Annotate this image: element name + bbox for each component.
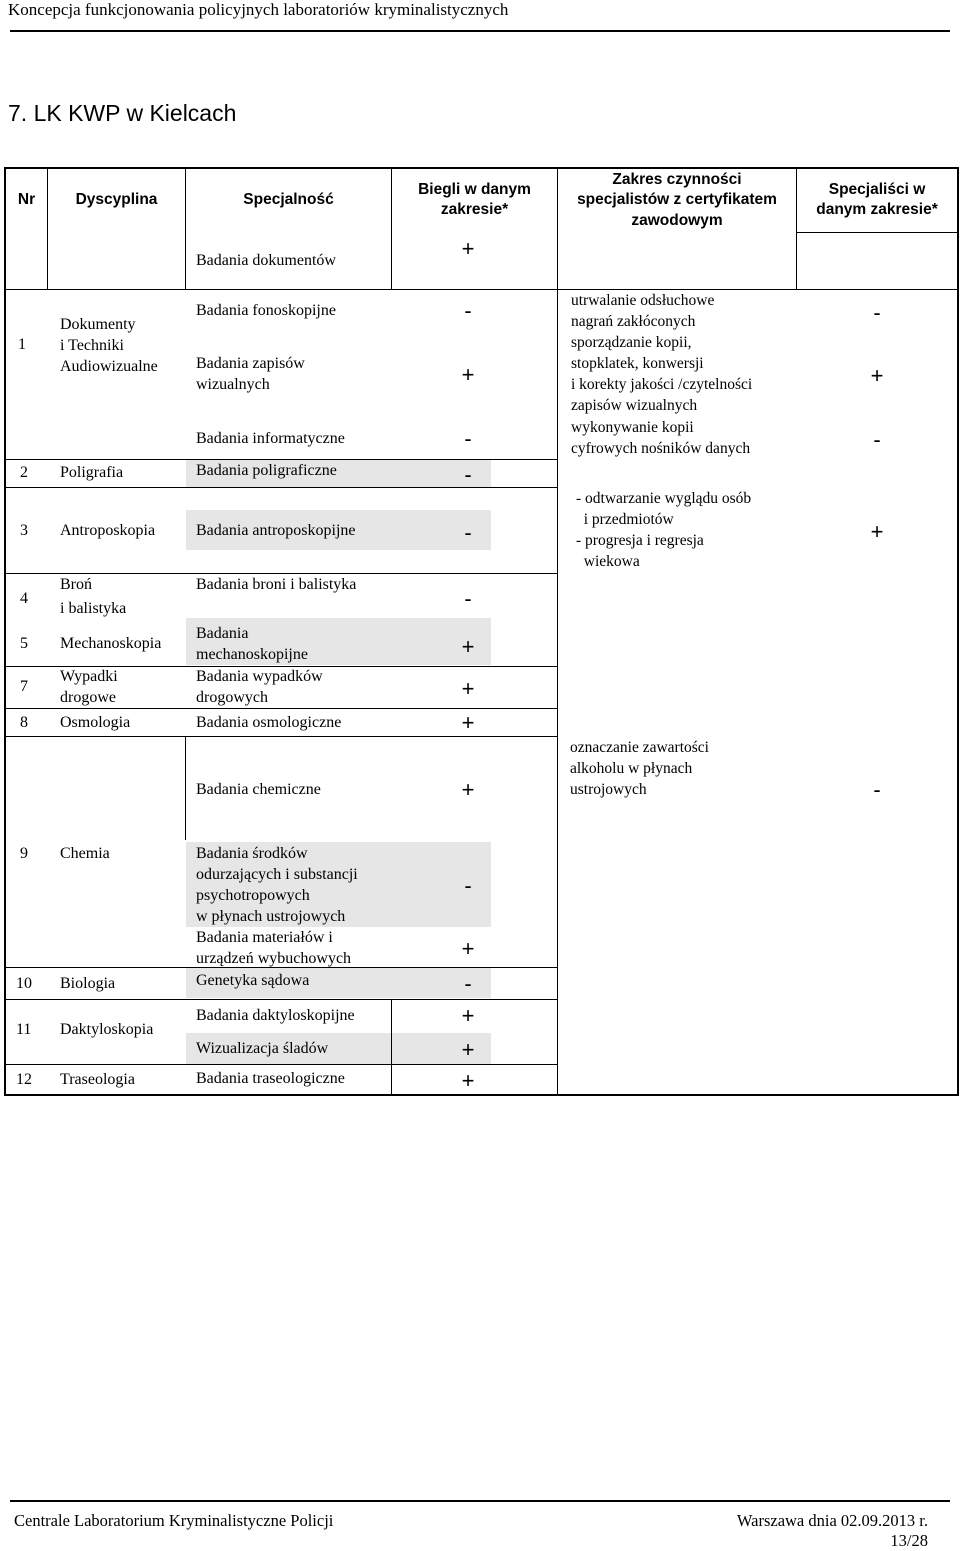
specialty-label: Badania broni i balistyka <box>196 576 357 593</box>
specialty-label: Badania poligraficzne <box>196 462 337 479</box>
col-header-nr: Nr <box>17 191 36 208</box>
discipline-line: Antroposkopia <box>60 522 156 539</box>
col-header-specjalnosc: Specjalność <box>243 191 334 208</box>
zakres-text: cyfrowych nośników danych <box>571 440 751 457</box>
footer-rule <box>10 1500 950 1502</box>
specialty-label: Badania <box>196 625 249 642</box>
biegli-mark: - <box>464 426 472 451</box>
row-number: 12 <box>16 1071 32 1088</box>
discipline-line: Broń <box>60 576 92 593</box>
row-number: 3 <box>20 522 28 539</box>
row-number: 10 <box>16 975 32 992</box>
specialty-label: mechanoskopijne <box>196 646 308 663</box>
header-rule <box>10 30 950 32</box>
col-header-biegli-line1: Biegli w danym <box>418 181 531 198</box>
discipline-line: Wypadki <box>60 668 118 685</box>
zakres-text: utrwalanie odsłuchowe <box>571 292 715 309</box>
table-rule <box>957 167 959 1096</box>
discipline-line: Chemia <box>60 845 110 862</box>
specialty-label: Badania informatyczne <box>196 430 345 447</box>
running-header: Koncepcja funkcjonowania policyjnych laboratoriów kryminalistycznych <box>8 0 509 19</box>
zakres-text: zapisów wizualnych <box>571 397 698 414</box>
discipline-line: Osmologia <box>60 714 131 731</box>
biegli-mark: + <box>461 1003 475 1028</box>
specialty-label: Wizualizacja śladów <box>196 1040 329 1057</box>
table-rule <box>391 999 392 1095</box>
table-rule <box>557 167 558 1096</box>
specialty-label: Badania osmologiczne <box>196 714 342 731</box>
zakres-text: - progresja i regresja <box>576 532 704 549</box>
table-rule <box>4 487 557 488</box>
table-rule <box>4 167 959 169</box>
biegli-mark: + <box>461 236 475 261</box>
specialty-label: Badania daktyloskopijne <box>196 1007 355 1024</box>
zakres-text: i przedmiotów <box>576 511 674 528</box>
specialty-label: drogowych <box>196 689 268 706</box>
biegli-mark: + <box>461 362 475 387</box>
specialty-label: odurzających i substancji <box>196 866 358 883</box>
table-rule <box>4 1064 557 1065</box>
biegli-mark: - <box>464 520 472 545</box>
biegli-mark: - <box>464 462 472 487</box>
biegli-mark: - <box>464 586 472 611</box>
row-number: 8 <box>20 714 28 731</box>
specialty-label: Badania fonoskopijne <box>196 302 336 319</box>
discipline-line: Dokumenty <box>60 316 136 333</box>
row-number: 2 <box>20 464 28 481</box>
zakres-text: nagrań zakłóconych <box>571 313 696 330</box>
specialty-label: Badania środków <box>196 845 308 862</box>
specialty-label: Badania traseologiczne <box>196 1070 345 1087</box>
specialty-label: urządzeń wybuchowych <box>196 950 352 967</box>
zakres-text: wykonywanie kopii <box>571 419 694 436</box>
biegli-mark: + <box>461 936 475 961</box>
section-title: 7. LK KWP w Kielcach <box>8 100 237 126</box>
specialty-label: w płynach ustrojowych <box>196 908 346 925</box>
row-number: 1 <box>18 336 26 353</box>
specjalisci-mark: + <box>870 363 884 388</box>
discipline-line: Poligrafia <box>60 464 124 481</box>
row-number: 7 <box>20 678 28 695</box>
table-rule <box>47 167 48 290</box>
specjalisci-mark: + <box>870 519 884 544</box>
specjalisci-mark: - <box>873 300 881 325</box>
specialty-label: Badania wypadków <box>196 668 323 685</box>
discipline-line: i Techniki <box>60 337 124 354</box>
discipline-line: Traseologia <box>60 1071 135 1088</box>
table-rule <box>4 289 959 290</box>
zakres-text: - odtwarzanie wyglądu osób <box>576 490 752 507</box>
specjalisci-mark: - <box>873 427 881 452</box>
biegli-mark: + <box>461 634 475 659</box>
specialty-label: wizualnych <box>196 376 270 393</box>
col-header-zakres-line1: Zakres czynności <box>612 171 742 188</box>
zakres-text: i korekty jakości /czytelności <box>571 376 753 393</box>
specialty-label: Badania materiałów i <box>196 929 333 946</box>
footer-date: Warszawa dnia 02.09.2013 r. <box>736 1511 928 1530</box>
specialty-label: Badania zapisów <box>196 355 305 372</box>
biegli-mark: + <box>461 1068 475 1093</box>
biegli-mark: + <box>461 710 475 735</box>
table-rule <box>4 736 557 737</box>
table-rule <box>185 167 186 290</box>
discipline-line: Mechanoskopia <box>60 635 162 652</box>
zakres-text: ustrojowych <box>570 781 647 798</box>
specialty-label: Genetyka sądowa <box>196 972 310 989</box>
table-rule <box>4 708 557 709</box>
specialty-label: Badania antroposkopijne <box>196 522 356 539</box>
table-rule <box>4 1094 959 1096</box>
zakres-text: wiekowa <box>576 553 640 570</box>
discipline-line: i balistyka <box>60 600 127 617</box>
biegli-mark: + <box>461 777 475 802</box>
table-rule <box>4 999 557 1000</box>
page-number: 13/28 <box>890 1531 928 1550</box>
col-header-specjalisci-line1: Specjaliści w <box>828 181 926 198</box>
biegli-mark: + <box>461 1037 475 1062</box>
specjalisci-mark: - <box>873 777 881 802</box>
discipline-line: drogowe <box>60 689 116 706</box>
zakres-text: stopklatek, konwersji <box>571 355 704 372</box>
table-rule <box>185 737 186 840</box>
discipline-line: Biologia <box>60 975 116 992</box>
row-number: 9 <box>20 845 28 862</box>
discipline-line: Daktyloskopia <box>60 1021 154 1038</box>
discipline-line: Audiowizualne <box>60 358 158 375</box>
biegli-mark: - <box>464 971 472 996</box>
col-header-dyscyplina: Dyscyplina <box>75 191 158 208</box>
table-rule <box>796 232 959 233</box>
zakres-text: alkoholu w płynach <box>570 760 693 777</box>
biegli-mark: - <box>464 873 472 898</box>
biegli-mark: - <box>464 298 472 323</box>
specialty-label: psychotropowych <box>196 887 310 904</box>
col-header-zakres-line3: zawodowym <box>631 212 723 229</box>
col-header-zakres-line2: specjalistów z certyfikatem <box>577 191 777 208</box>
row-number: 5 <box>20 635 28 652</box>
zakres-text: oznaczanie zawartości <box>570 739 709 756</box>
row-number: 11 <box>16 1021 32 1038</box>
col-header-specjalisci-line2: danym zakresie* <box>816 201 938 218</box>
biegli-mark: + <box>461 676 475 701</box>
row-number: 4 <box>20 590 28 607</box>
col-header-biegli-line2: zakresie* <box>440 201 509 218</box>
table-rule <box>4 167 6 1096</box>
footer-institution: Centrale Laboratorium Kryminalistyczne Policji <box>14 1511 334 1530</box>
specialty-label: Badania chemiczne <box>196 781 321 798</box>
specialty-label: Badania dokumentów <box>196 252 336 269</box>
zakres-text: sporządzanie kopii, <box>571 334 692 351</box>
